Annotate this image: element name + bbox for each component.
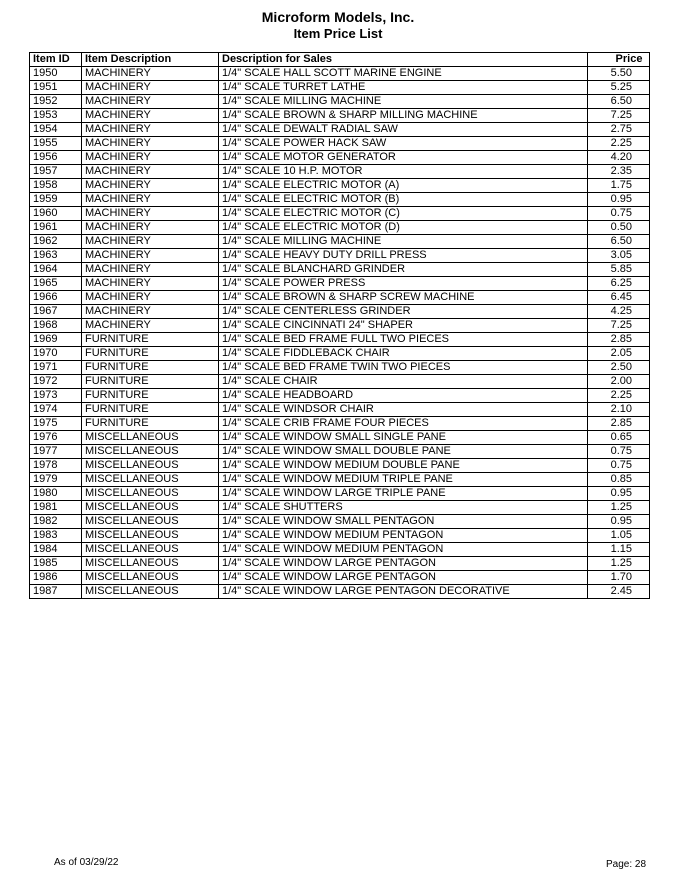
- cell-item-id: 1950: [30, 67, 82, 81]
- cell-price: 2.85: [588, 417, 650, 431]
- table-header-row: [30, 53, 650, 67]
- cell-price: 0.65: [588, 431, 650, 445]
- table-row: [30, 417, 650, 431]
- cell-price: 2.50: [588, 361, 650, 375]
- table-row: [30, 95, 650, 109]
- table-row: [30, 221, 650, 235]
- cell-description-for-sales: 1/4" SCALE BLANCHARD GRINDER: [219, 263, 588, 277]
- cell-item-id: 1973: [30, 389, 82, 403]
- table-row: [30, 319, 650, 333]
- table-row: [30, 389, 650, 403]
- cell-description-for-sales: 1/4" SCALE POWER HACK SAW: [219, 137, 588, 151]
- cell-item-id: 1964: [30, 263, 82, 277]
- cell-description-for-sales: 1/4" SCALE WINDOW LARGE TRIPLE PANE: [219, 487, 588, 501]
- column-header-item-id: Item ID: [30, 53, 82, 67]
- cell-price: 0.75: [588, 207, 650, 221]
- table-row: [30, 109, 650, 123]
- cell-price: 1.75: [588, 179, 650, 193]
- cell-description-for-sales: 1/4" SCALE FIDDLEBACK CHAIR: [219, 347, 588, 361]
- cell-item-id: 1976: [30, 431, 82, 445]
- as-of-date: As of 03/29/22: [54, 857, 119, 868]
- table-row: [30, 277, 650, 291]
- cell-item-id: 1980: [30, 487, 82, 501]
- cell-description-for-sales: 1/4" SCALE CRIB FRAME FOUR PIECES: [219, 417, 588, 431]
- cell-description-for-sales: 1/4" SCALE WINDOW SMALL DOUBLE PANE: [219, 445, 588, 459]
- document-title: Item Price List: [293, 26, 383, 41]
- table-row: [30, 403, 650, 417]
- table-row: [30, 585, 650, 599]
- table-body: [30, 67, 650, 599]
- cell-description-for-sales: 1/4" SCALE BED FRAME TWIN TWO PIECES: [219, 361, 588, 375]
- column-header-item-description: Item Description: [82, 53, 219, 67]
- cell-description-for-sales: 1/4" SCALE BROWN & SHARP SCREW MACHINE: [219, 291, 588, 305]
- cell-item-description: MISCELLANEOUS: [82, 487, 219, 501]
- cell-description-for-sales: 1/4" SCALE WINDOW MEDIUM TRIPLE PANE: [219, 473, 588, 487]
- cell-price: 6.25: [588, 277, 650, 291]
- table-row: [30, 179, 650, 193]
- cell-price: 0.95: [588, 193, 650, 207]
- cell-item-description: MACHINERY: [82, 235, 219, 249]
- cell-price: 4.20: [588, 151, 650, 165]
- cell-item-id: 1961: [30, 221, 82, 235]
- cell-item-id: 1984: [30, 543, 82, 557]
- table-row: [30, 347, 650, 361]
- cell-price: 2.85: [588, 333, 650, 347]
- table-row: [30, 445, 650, 459]
- table-row: [30, 81, 650, 95]
- cell-item-description: FURNITURE: [82, 403, 219, 417]
- cell-item-id: 1965: [30, 277, 82, 291]
- cell-item-id: 1959: [30, 193, 82, 207]
- table-row: [30, 235, 650, 249]
- table-row: [30, 543, 650, 557]
- cell-description-for-sales: 1/4" SCALE WINDOW SMALL PENTAGON: [219, 515, 588, 529]
- cell-price: 0.95: [588, 515, 650, 529]
- cell-description-for-sales: 1/4" SCALE WINDOW LARGE PENTAGON: [219, 571, 588, 585]
- cell-price: 2.05: [588, 347, 650, 361]
- cell-description-for-sales: 1/4" SCALE WINDOW MEDIUM DOUBLE PANE: [219, 459, 588, 473]
- table-row: [30, 263, 650, 277]
- cell-item-id: 1983: [30, 529, 82, 543]
- cell-description-for-sales: 1/4" SCALE CHAIR: [219, 375, 588, 389]
- cell-description-for-sales: 1/4" SCALE ELECTRIC MOTOR (B): [219, 193, 588, 207]
- cell-item-id: 1972: [30, 375, 82, 389]
- cell-description-for-sales: 1/4" SCALE HALL SCOTT MARINE ENGINE: [219, 67, 588, 81]
- cell-description-for-sales: 1/4" SCALE BROWN & SHARP MILLING MACHINE: [219, 109, 588, 123]
- table-row: [30, 249, 650, 263]
- cell-item-id: 1952: [30, 95, 82, 109]
- cell-price: 1.15: [588, 543, 650, 557]
- cell-description-for-sales: 1/4" SCALE 10 H.P. MOTOR: [219, 165, 588, 179]
- company-name: Microform Models, Inc.: [261, 9, 415, 25]
- cell-item-description: MISCELLANEOUS: [82, 445, 219, 459]
- cell-item-description: MISCELLANEOUS: [82, 431, 219, 445]
- cell-description-for-sales: 1/4" SCALE MOTOR GENERATOR: [219, 151, 588, 165]
- cell-description-for-sales: 1/4" SCALE WINDOW MEDIUM PENTAGON: [219, 543, 588, 557]
- cell-price: 2.25: [588, 137, 650, 151]
- cell-item-id: 1951: [30, 81, 82, 95]
- cell-price: 6.50: [588, 95, 650, 109]
- cell-item-id: 1960: [30, 207, 82, 221]
- cell-price: 2.75: [588, 123, 650, 137]
- cell-item-id: 1977: [30, 445, 82, 459]
- table-row: [30, 487, 650, 501]
- cell-description-for-sales: 1/4" SCALE BED FRAME FULL TWO PIECES: [219, 333, 588, 347]
- cell-price: 4.25: [588, 305, 650, 319]
- cell-description-for-sales: 1/4" SCALE ELECTRIC MOTOR (C): [219, 207, 588, 221]
- cell-price: 1.25: [588, 501, 650, 515]
- cell-item-id: 1963: [30, 249, 82, 263]
- cell-item-description: MISCELLANEOUS: [82, 473, 219, 487]
- cell-item-description: MISCELLANEOUS: [82, 515, 219, 529]
- cell-item-id: 1967: [30, 305, 82, 319]
- cell-description-for-sales: 1/4" SCALE MILLING MACHINE: [219, 95, 588, 109]
- cell-item-description: FURNITURE: [82, 389, 219, 403]
- cell-price: 2.10: [588, 403, 650, 417]
- cell-item-id: 1979: [30, 473, 82, 487]
- cell-price: 0.75: [588, 459, 650, 473]
- cell-item-description: MACHINERY: [82, 109, 219, 123]
- table-row: [30, 515, 650, 529]
- cell-item-id: 1957: [30, 165, 82, 179]
- cell-item-description: MISCELLANEOUS: [82, 571, 219, 585]
- table-row: [30, 305, 650, 319]
- cell-price: 1.70: [588, 571, 650, 585]
- cell-item-description: MACHINERY: [82, 165, 219, 179]
- cell-item-description: MACHINERY: [82, 319, 219, 333]
- cell-item-id: 1954: [30, 123, 82, 137]
- table-row: [30, 67, 650, 81]
- cell-price: 6.45: [588, 291, 650, 305]
- cell-item-description: MACHINERY: [82, 123, 219, 137]
- cell-description-for-sales: 1/4" SCALE CINCINNATI 24" SHAPER: [219, 319, 588, 333]
- table-row: [30, 207, 650, 221]
- cell-item-description: FURNITURE: [82, 375, 219, 389]
- cell-item-id: 1958: [30, 179, 82, 193]
- cell-item-id: 1955: [30, 137, 82, 151]
- table-row: [30, 459, 650, 473]
- table-row: [30, 571, 650, 585]
- cell-description-for-sales: 1/4" SCALE ELECTRIC MOTOR (D): [219, 221, 588, 235]
- cell-item-description: MACHINERY: [82, 221, 219, 235]
- cell-item-description: MACHINERY: [82, 151, 219, 165]
- cell-item-description: MACHINERY: [82, 179, 219, 193]
- cell-item-id: 1987: [30, 585, 82, 599]
- cell-description-for-sales: 1/4" SCALE WINDOW SMALL SINGLE PANE: [219, 431, 588, 445]
- page-number: Page: 28: [606, 859, 647, 870]
- cell-description-for-sales: 1/4" SCALE WINDOW LARGE PENTAGON DECORATIVE: [219, 585, 588, 599]
- cell-item-id: 1981: [30, 501, 82, 515]
- table-row: [30, 529, 650, 543]
- cell-price: 7.25: [588, 319, 650, 333]
- table-row: [30, 557, 650, 571]
- cell-item-description: MACHINERY: [82, 81, 219, 95]
- cell-item-id: 1978: [30, 459, 82, 473]
- cell-item-id: 1971: [30, 361, 82, 375]
- table-row: [30, 375, 650, 389]
- cell-description-for-sales: 1/4" SCALE CENTERLESS GRINDER: [219, 305, 588, 319]
- table-row: [30, 473, 650, 487]
- cell-item-description: MISCELLANEOUS: [82, 585, 219, 599]
- cell-item-description: MACHINERY: [82, 263, 219, 277]
- cell-item-description: MISCELLANEOUS: [82, 557, 219, 571]
- cell-item-id: 1969: [30, 333, 82, 347]
- cell-item-id: 1966: [30, 291, 82, 305]
- table-row: [30, 431, 650, 445]
- cell-price: 5.50: [588, 67, 650, 81]
- column-header-description-for-sales: Description for Sales: [219, 53, 588, 67]
- cell-description-for-sales: 1/4" SCALE ELECTRIC MOTOR (A): [219, 179, 588, 193]
- cell-item-id: 1953: [30, 109, 82, 123]
- cell-description-for-sales: 1/4" SCALE MILLING MACHINE: [219, 235, 588, 249]
- cell-item-id: 1985: [30, 557, 82, 571]
- cell-item-id: 1974: [30, 403, 82, 417]
- table-row: [30, 151, 650, 165]
- cell-item-description: MACHINERY: [82, 207, 219, 221]
- cell-item-id: 1956: [30, 151, 82, 165]
- cell-item-id: 1962: [30, 235, 82, 249]
- table-row: [30, 193, 650, 207]
- cell-item-description: FURNITURE: [82, 333, 219, 347]
- cell-item-id: 1975: [30, 417, 82, 431]
- cell-item-description: MACHINERY: [82, 291, 219, 305]
- cell-description-for-sales: 1/4" SCALE WINDOW MEDIUM PENTAGON: [219, 529, 588, 543]
- cell-price: 2.45: [588, 585, 650, 599]
- cell-price: 2.35: [588, 165, 650, 179]
- table-row: [30, 165, 650, 179]
- cell-price: 5.85: [588, 263, 650, 277]
- column-header-price: Price: [588, 53, 650, 67]
- cell-item-description: FURNITURE: [82, 347, 219, 361]
- cell-description-for-sales: 1/4" SCALE WINDOW LARGE PENTAGON: [219, 557, 588, 571]
- cell-price: 0.75: [588, 445, 650, 459]
- cell-item-description: FURNITURE: [82, 361, 219, 375]
- cell-description-for-sales: 1/4" SCALE DEWALT RADIAL SAW: [219, 123, 588, 137]
- table-row: [30, 123, 650, 137]
- price-list-table: [29, 52, 650, 599]
- table-row: [30, 361, 650, 375]
- cell-price: 5.25: [588, 81, 650, 95]
- cell-price: 3.05: [588, 249, 650, 263]
- cell-description-for-sales: 1/4" SCALE HEAVY DUTY DRILL PRESS: [219, 249, 588, 263]
- cell-item-description: MACHINERY: [82, 137, 219, 151]
- cell-price: 2.00: [588, 375, 650, 389]
- cell-description-for-sales: 1/4" SCALE SHUTTERS: [219, 501, 588, 515]
- cell-item-description: MISCELLANEOUS: [82, 501, 219, 515]
- cell-price: 7.25: [588, 109, 650, 123]
- cell-description-for-sales: 1/4" SCALE TURRET LATHE: [219, 81, 588, 95]
- cell-item-description: FURNITURE: [82, 417, 219, 431]
- cell-price: 0.50: [588, 221, 650, 235]
- cell-price: 0.85: [588, 473, 650, 487]
- table-row: [30, 333, 650, 347]
- cell-item-id: 1968: [30, 319, 82, 333]
- cell-item-description: MACHINERY: [82, 305, 219, 319]
- cell-item-description: MISCELLANEOUS: [82, 543, 219, 557]
- cell-item-description: MISCELLANEOUS: [82, 459, 219, 473]
- cell-description-for-sales: 1/4" SCALE WINDSOR CHAIR: [219, 403, 588, 417]
- cell-item-id: 1982: [30, 515, 82, 529]
- cell-item-id: 1970: [30, 347, 82, 361]
- table-row: [30, 501, 650, 515]
- cell-price: 1.05: [588, 529, 650, 543]
- table-row: [30, 137, 650, 151]
- cell-item-description: MACHINERY: [82, 193, 219, 207]
- cell-item-description: MACHINERY: [82, 67, 219, 81]
- cell-price: 6.50: [588, 235, 650, 249]
- cell-item-id: 1986: [30, 571, 82, 585]
- cell-price: 1.25: [588, 557, 650, 571]
- cell-item-description: MISCELLANEOUS: [82, 529, 219, 543]
- cell-description-for-sales: 1/4" SCALE POWER PRESS: [219, 277, 588, 291]
- cell-price: 2.25: [588, 389, 650, 403]
- cell-item-description: MACHINERY: [82, 95, 219, 109]
- cell-description-for-sales: 1/4" SCALE HEADBOARD: [219, 389, 588, 403]
- cell-item-description: MACHINERY: [82, 277, 219, 291]
- cell-price: 0.95: [588, 487, 650, 501]
- table-row: [30, 291, 650, 305]
- cell-item-description: MACHINERY: [82, 249, 219, 263]
